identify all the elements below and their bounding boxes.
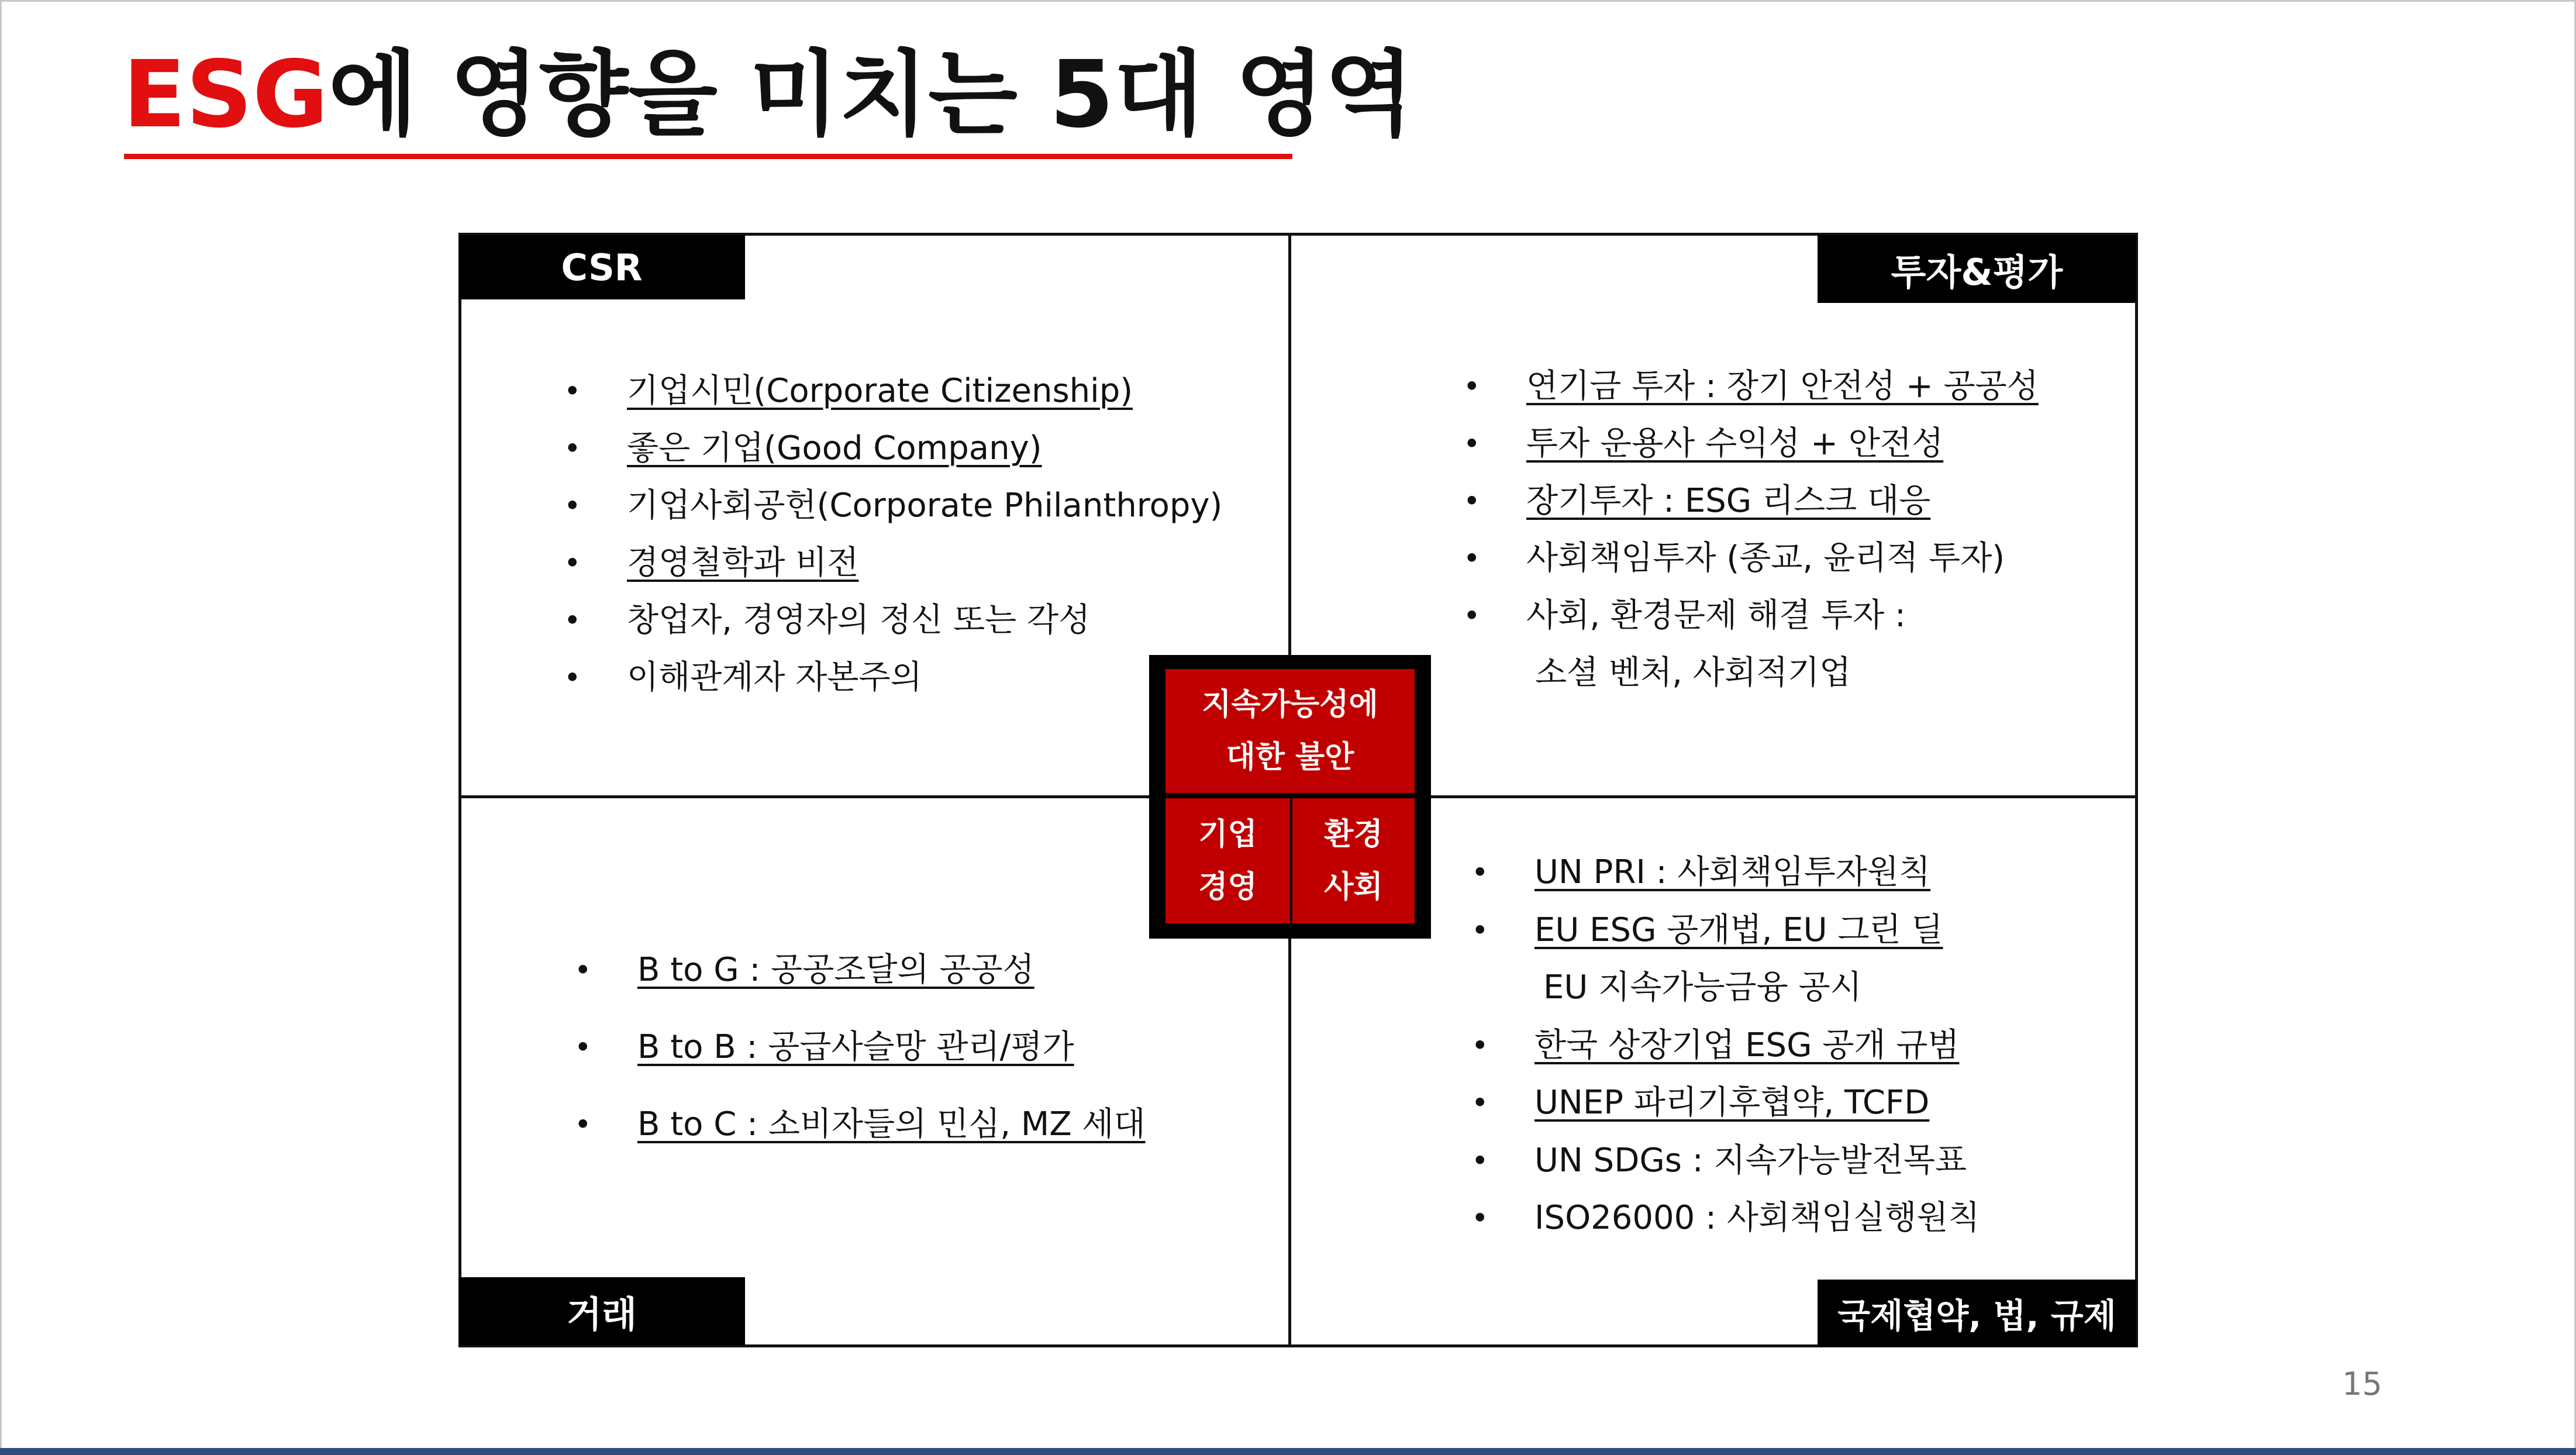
list-item: • ISO26000 : 사회책임실행원칙 <box>1534 1189 1980 1247</box>
center-left-line: 경영 <box>1198 870 1257 905</box>
center-sustainability-box <box>1149 655 1431 939</box>
list-item: • 이해관계자 자본주의 <box>627 649 1222 706</box>
list-item: • 기업시민(Corporate Citizenship) <box>627 363 1222 420</box>
title-text: 에 영향을 미치는 5대 영역 <box>328 41 1414 149</box>
list-item: • B to G : 공공조달의 공공성 <box>637 942 1146 1019</box>
slide-title <box>123 36 1414 153</box>
list-item-continuation: EU 지속가능금융 공시 <box>1543 968 1862 1006</box>
list-item: • UNEP 파리기후협약, TCFD <box>1534 1074 1980 1132</box>
list-item: • UN SDGs : 지속가능발전목표 <box>1534 1132 1980 1190</box>
list-item: • EU ESG 공개법, EU 그린 딜 <box>1534 902 1980 960</box>
list-item: • 경영철학과 비전 <box>627 535 1222 592</box>
international-list <box>1534 844 1980 1247</box>
list-item: • 한국 상장기업 ESG 공개 규범 <box>1534 1017 1980 1075</box>
list-item: • 장기투자 : ESG 리스크 대응 <box>1526 473 2039 530</box>
window-bottom-edge <box>0 1448 2576 1455</box>
list-item: • 연기금 투자 : 장기 안전성 + 공공성 <box>1526 358 2039 415</box>
label-investment: 투자&평가 <box>1818 235 2136 303</box>
list-item-continuation: 소셜 벤처, 사회적기업 <box>1535 654 1851 692</box>
title-underline <box>124 154 1292 159</box>
title-accent: ESG <box>123 41 329 149</box>
center-left-cell <box>1165 798 1290 923</box>
list-item: • 사회, 환경문제 해결 투자 : <box>1526 587 2039 644</box>
trade-list <box>637 942 1146 1173</box>
list-item: • 좋은 기업(Good Company) <box>627 420 1222 477</box>
center-top-line: 대한 불안 <box>1226 740 1354 775</box>
label-trade: 거래 <box>458 1277 745 1345</box>
list-item: • B to C : 소비자들의 민심, MZ 세대 <box>637 1096 1146 1173</box>
list-item: • UN PRI : 사회책임투자원칙 <box>1534 844 1980 902</box>
list-item: • 기업사회공헌(Corporate Philanthropy) <box>627 477 1222 535</box>
center-top-cell <box>1165 669 1415 793</box>
investment-list <box>1526 358 2039 702</box>
csr-list <box>627 363 1222 706</box>
page-number: 15 <box>2342 1366 2382 1402</box>
list-item: • 사회책임투자 (종교, 윤리적 투자) <box>1526 530 2039 587</box>
list-item: • 창업자, 경영자의 정신 또는 각성 <box>627 592 1222 649</box>
label-international: 국제협약, 법, 규제 <box>1818 1280 2136 1346</box>
center-left-line: 기업 <box>1198 817 1257 852</box>
center-right-line: 사회 <box>1324 870 1383 905</box>
center-right-cell <box>1292 798 1415 923</box>
center-top-line: 지속가능성에 <box>1202 687 1378 722</box>
center-right-line: 환경 <box>1324 817 1383 852</box>
list-item: • 투자 운용사 수익성 + 안전성 <box>1526 415 2039 473</box>
list-item: • B to B : 공급사슬망 관리/평가 <box>637 1019 1146 1096</box>
label-csr: CSR <box>458 235 745 299</box>
